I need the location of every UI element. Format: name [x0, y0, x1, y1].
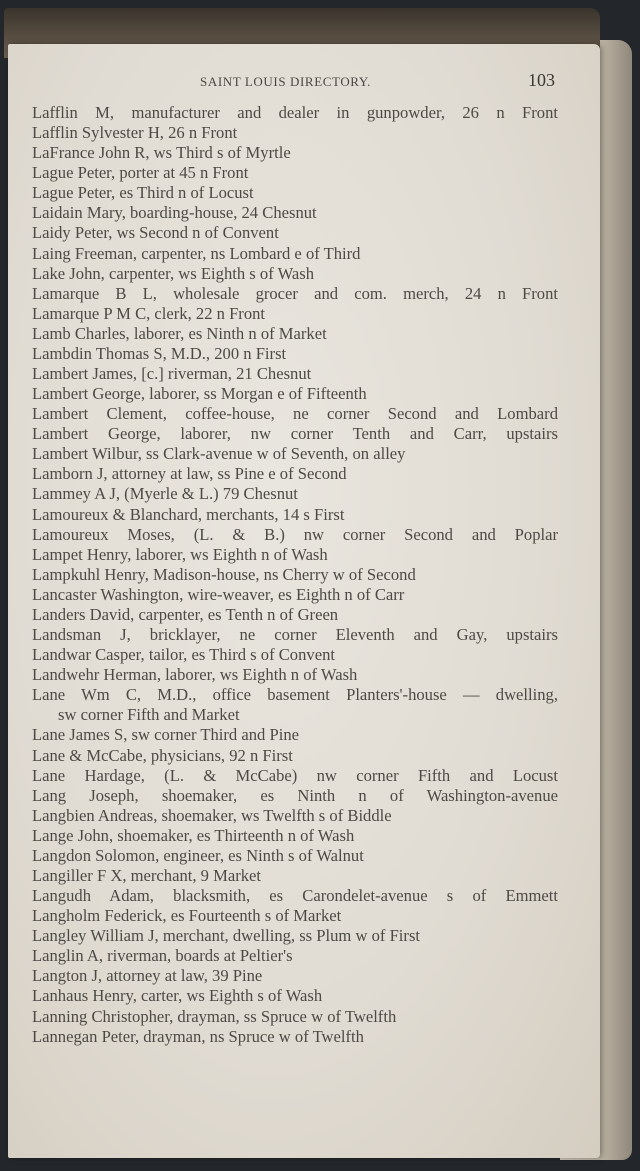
directory-entry: Langbien Andreas, shoemaker, ws Twelfth s of Biddle	[32, 805, 392, 825]
directory-entry: Lamborn J, attorney at law, ss Pine e of Second	[32, 464, 347, 484]
directory-entry: Laidy Peter, ws Second n of Convent	[32, 223, 279, 243]
directory-entry: Lafflin Sylvester H, 26 n Front	[32, 123, 238, 143]
directory-entry: Lamarque B L, wholesale grocer and com. merch, 24 n Front	[32, 283, 558, 303]
directory-entry: Laidain Mary, boarding-house, 24 Chesnut	[32, 203, 317, 223]
directory-entry: Lake John, carpenter, ws Eighth s of Wash	[32, 263, 315, 283]
directory-entry: Langdon Solomon, engineer, es Ninth s of Walnut	[32, 845, 364, 865]
directory-entry: Langton J, attorney at law, 39 Pine	[32, 966, 263, 986]
directory-entry: Lamoureux & Blanchard, merchants, 14 s First	[32, 504, 345, 524]
directory-entry: Lane James S, sw corner Third and Pine	[32, 725, 299, 745]
directory-entry: Lambert George, laborer, nw corner Tenth and Carr, upstairs	[32, 424, 558, 444]
directory-entry: Landwehr Herman, laborer, ws Eighth n of Wash	[32, 665, 358, 685]
directory-entry: Lambert George, laborer, ss Morgan e of Fifteenth	[32, 384, 367, 404]
directory-entry: Lanning Christopher, drayman, ss Spruce w of Twelfth	[32, 1006, 397, 1026]
directory-entry: Lannegan Peter, drayman, ns Spruce w of Twelfth	[32, 1026, 364, 1046]
directory-entry: Lamoureux Moses, (L. & B.) nw corner Second and Poplar	[32, 524, 558, 544]
page-header	[0, 70, 640, 94]
directory-entry: LaFrance John R, ws Third s of Myrtle	[32, 143, 291, 163]
directory-entry: Lamarque P M C, clerk, 22 n Front	[32, 303, 266, 323]
directory-entry: Landsman J, bricklayer, ne corner Eleventh and Gay, upstairs	[32, 625, 558, 645]
running-title: SAINT LOUIS DIRECTORY.	[200, 74, 372, 89]
directory-entries	[32, 103, 558, 1047]
directory-entry: Lanhaus Henry, carter, ws Eighth s of Wash	[32, 986, 323, 1006]
directory-entry: Lane Hardage, (L. & McCabe) nw corner Fifth and Locust	[32, 765, 558, 785]
directory-entry: Lammey A J, (Myerle & L.) 79 Chesnut	[32, 484, 298, 504]
directory-entry: Lampkuhl Henry, Madison-house, ns Cherry w of Second	[32, 564, 416, 584]
directory-entry: Lambert Wilbur, ss Clark-avenue w of Seventh, on alley	[32, 444, 406, 464]
directory-entry: Langlin A, riverman, boards at Peltier's	[32, 946, 293, 966]
directory-entry: Landers David, carpenter, es Tenth n of Green	[32, 604, 339, 624]
directory-entry: Langholm Federick, es Fourteenth s of Market	[32, 906, 342, 926]
directory-entry: Lafflin M, manufacturer and dealer in gunpowder, 26 n Front	[32, 103, 558, 122]
directory-entry: Lancaster Washington, wire-weaver, es Eighth n of Carr	[32, 584, 405, 604]
directory-entry: Landwar Casper, tailor, es Third s of Convent	[32, 645, 335, 665]
directory-entry: Laing Freeman, carpenter, ns Lombard e of Third	[32, 243, 361, 263]
directory-entry: Lambert James, [c.] riverman, 21 Chesnut	[32, 364, 312, 384]
directory-entry: Lague Peter, porter at 45 n Front	[32, 163, 249, 183]
directory-entry: Langiller F X, merchant, 9 Market	[32, 865, 262, 885]
directory-entry: Lamb Charles, laborer, es Ninth n of Market	[32, 323, 327, 343]
directory-entry: Lambert Clement, coffee-house, ne corner Second and Lombard	[32, 404, 558, 424]
directory-entry: Lague Peter, es Third n of Locust	[32, 183, 254, 203]
directory-entry: Lampet Henry, laborer, ws Eighth n of Wash	[32, 544, 328, 564]
directory-entry: Lang Joseph, shoemaker, es Ninth n of Washington-avenue	[32, 785, 558, 805]
directory-entry: sw corner Fifth and Market	[58, 705, 240, 725]
directory-entry: Lane & McCabe, physicians, 92 n First	[32, 745, 293, 765]
directory-entry: Lane Wm C, M.D., office basement Planters'-house — dwelling,	[32, 685, 558, 705]
directory-entry: Langudh Adam, blacksmith, es Carondelet-avenue s of Emmett	[32, 886, 558, 906]
page-number: 103	[528, 70, 555, 90]
directory-entry: Lange John, shoemaker, es Thirteenth n of Wash	[32, 825, 355, 845]
directory-entry: Lambdin Thomas S, M.D., 200 n First	[32, 343, 287, 363]
directory-entry: Langley William J, merchant, dwelling, ss Plum w of First	[32, 926, 421, 946]
